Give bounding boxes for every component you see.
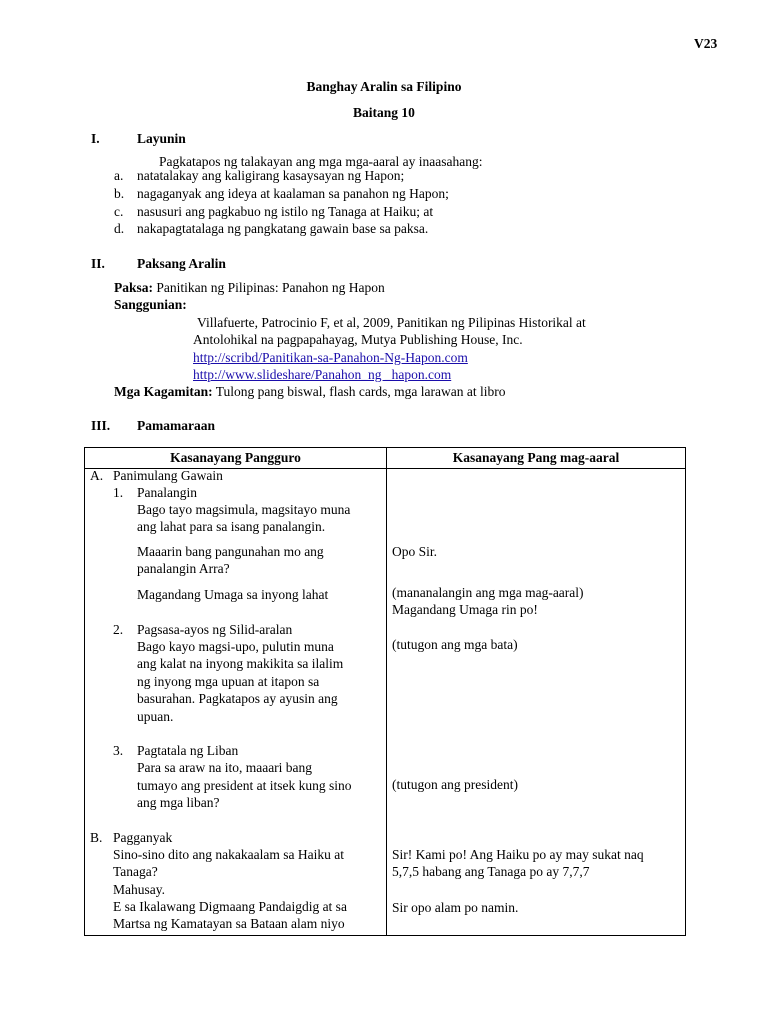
teacher-item-number-2: 2.	[113, 622, 124, 637]
teacher-label-b: B.	[90, 830, 103, 845]
paksa-value: Panitikan ng Pilipinas: Panahon ng Hapon	[156, 280, 385, 295]
section-numeral-2: II.	[91, 256, 105, 271]
teacher-text: Bago kayo magsi-upo, pulutin muna	[137, 639, 334, 654]
section-heading-pamamaraan: Pamamaraan	[137, 418, 215, 433]
teacher-text: Martsa ng Kamatayan sa Bataan alam niyo	[113, 916, 345, 931]
layunin-item-c: nasusuri ang pagkabuo ng istilo ng Tanaga at Haiku; at	[137, 204, 434, 219]
student-text: Sir! Kami po! Ang Haiku po ay may sukat naq	[392, 847, 644, 862]
kagamitan-label: Mga Kagamitan:	[114, 384, 213, 399]
layunin-item-b: nagaganyak ang ideya at kaalaman sa panahon ng Hapon;	[137, 186, 449, 201]
layunin-item-d: nakapagtatalaga ng pangkatang gawain base sa paksa.	[137, 221, 429, 236]
reference-line-2: Antolohikal na pagpapahayag, Mutya Publishing House, Inc.	[193, 332, 523, 347]
teacher-text: ang lahat para sa isang panalangin.	[137, 519, 326, 534]
teacher-text: Magandang Umaga sa inyong lahat	[137, 587, 329, 602]
sanggunian-label: Sanggunian:	[114, 297, 187, 312]
teacher-text: Maaarin bang pangunahan mo ang	[137, 544, 324, 559]
student-text: (tutugon ang president)	[392, 777, 518, 792]
procedure-table	[84, 447, 686, 936]
layunin-letter-c: c.	[114, 204, 124, 219]
student-text: (mananalangin ang mga mag-aaral)	[392, 585, 584, 600]
grade-level: Baitang 10	[353, 105, 415, 120]
reference-link-slideshare[interactable]: http://www.slideshare/Panahon_ng _hapon.com	[193, 367, 452, 382]
layunin-intro: Pagkatapos ng talakayan ang mga mga-aaral ay inaasahang:	[159, 154, 483, 169]
teacher-text: Mahusay.	[113, 882, 165, 897]
teacher-text: Tanaga?	[113, 864, 158, 879]
teacher-label-a: A.	[90, 468, 104, 483]
student-text: 5,7,5 habang ang Tanaga po ay 7,7,7	[392, 864, 590, 879]
layunin-letter-b: b.	[114, 186, 125, 201]
section-heading-layunin: Layunin	[137, 131, 186, 146]
teacher-item-number-1: 1.	[113, 485, 124, 500]
teacher-text: Para sa araw na ito, maaari bang	[137, 760, 313, 775]
layunin-letter-a: a.	[114, 168, 124, 183]
section-numeral-1: I.	[91, 131, 100, 146]
teacher-item-number-3: 3.	[113, 743, 124, 758]
teacher-text: upuan.	[137, 709, 174, 724]
teacher-text: panalangin Arra?	[137, 561, 230, 576]
teacher-text: ang kalat na inyong makikita sa ilalim	[137, 656, 344, 671]
paksa-label: Paksa:	[114, 280, 154, 295]
reference-line-1: Villafuerte, Patrocinio F, et al, 2009, Panitikan ng Pilipinas Historikal at	[197, 315, 586, 330]
teacher-text: Bago tayo magsimula, magsitayo muna	[137, 502, 351, 517]
teacher-text: ng inyong mga upuan at itapon sa	[137, 674, 320, 689]
table-column-divider	[386, 448, 387, 935]
kagamitan-line	[114, 384, 505, 400]
table-header-student: Kasanayang Pang mag-aaral	[452, 450, 620, 465]
table-header-teacher: Kasanayang Pangguro	[170, 450, 301, 465]
student-text: Opo Sir.	[392, 544, 438, 559]
teacher-text: basurahan. Pagkatapos ay ayusin ang	[137, 691, 338, 706]
section-numeral-3: III.	[91, 418, 111, 433]
teacher-text: ang mga liban?	[137, 795, 220, 810]
paksa-line	[114, 280, 385, 296]
teacher-text: tumayo ang president at itsek kung sino	[137, 778, 352, 793]
document-title: Banghay Aralin sa Filipino	[306, 79, 462, 94]
student-text: (tutugon ang mga bata)	[392, 637, 518, 652]
teacher-item-title-pagtatala: Pagtatala ng Liban	[137, 743, 239, 758]
section-heading-paksang-aralin: Paksang Aralin	[137, 256, 226, 271]
teacher-heading-panimulang-gawain: Panimulang Gawain	[113, 468, 223, 483]
student-text: Magandang Umaga rin po!	[392, 602, 538, 617]
teacher-heading-pagganyak: Pagganyak	[113, 830, 173, 845]
layunin-item-a: natatalakay ang kaligirang kasaysayan ng Hapon;	[137, 168, 405, 183]
kagamitan-value: Tulong pang biswal, flash cards, mga larawan at libro	[215, 384, 506, 399]
reference-link-scribd[interactable]: http://scribd/Panitikan-sa-Panahon-Ng-Hapon.com	[193, 350, 468, 365]
page-label: V23	[694, 36, 718, 51]
teacher-item-title-pagsasa-ayos: Pagsasa-ayos ng Silid-aralan	[137, 622, 293, 637]
teacher-item-title-panalangin: Panalangin	[137, 485, 197, 500]
teacher-text: Sino-sino dito ang nakakaalam sa Haiku at	[113, 847, 344, 862]
student-text: Sir opo alam po namin.	[392, 900, 519, 915]
teacher-text: E sa Ikalawang Digmaang Pandaigdig at sa	[113, 899, 347, 914]
layunin-letter-d: d.	[114, 221, 125, 236]
